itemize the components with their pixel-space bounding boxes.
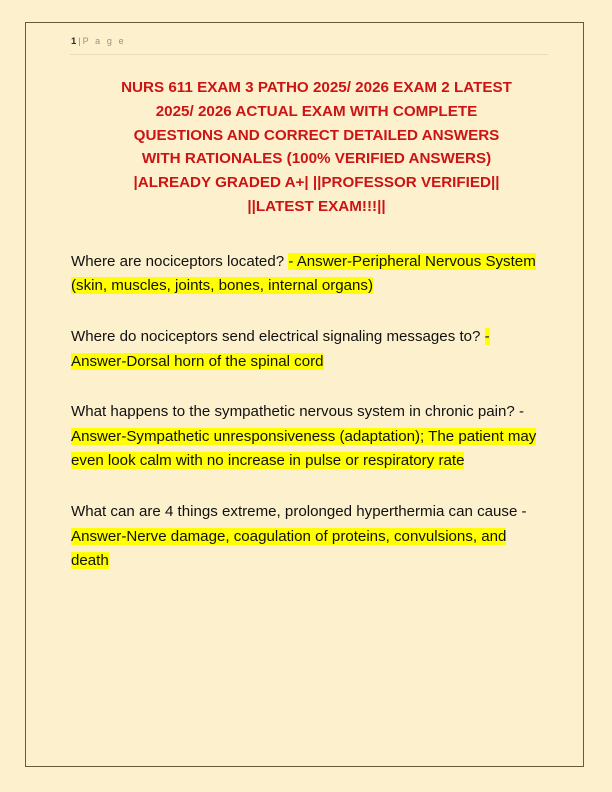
page-label: P a g e: [82, 36, 126, 46]
header-separator: |: [78, 36, 81, 46]
answer-text-highlighted: Answer-Nerve damage, coagulation of proteins, convulsions, and death: [71, 527, 507, 570]
qa-block: [71, 500, 541, 574]
qa-block: [71, 325, 541, 374]
title-line-3: QUESTIONS AND CORRECT DETAILED ANSWERS: [133, 126, 500, 144]
page-number: 1: [71, 36, 77, 47]
qa-block: [71, 400, 541, 474]
question-text: What can are 4 things extreme, prolonged hyperthermia can cause -: [71, 502, 527, 520]
title-line-6: ||LATEST EXAM!!!||: [247, 197, 386, 215]
title-line-2: 2025/ 2026 ACTUAL EXAM WITH COMPLETE: [155, 102, 478, 120]
title-line-1: NURS 611 EXAM 3 PATHO 2025/ 2026 EXAM 2 LATEST: [121, 79, 512, 96]
header-divider: [70, 54, 548, 55]
page-content: [70, 34, 565, 574]
title-line-4: WITH RATIONALES (100% VERIFIED ANSWERS): [141, 150, 492, 168]
question-text: Where are nociceptors located?: [71, 252, 289, 270]
qa-block: [71, 250, 541, 299]
qa-list: [70, 250, 565, 574]
question-text: Where do nociceptors send electrical signaling messages to?: [71, 327, 485, 345]
document-title: [70, 76, 565, 219]
question-text: What happens to the sympathetic nervous system in chronic pain? -: [71, 403, 525, 421]
document-page: [25, 22, 584, 767]
running-header: [70, 34, 565, 49]
answer-text-highlighted: Answer-Sympathetic unresponsiveness (adaptation); The patient may even look calm with no increase in pulse or respiratory rate: [71, 427, 537, 470]
title-line-5: |ALREADY GRADED A+| ||PROFESSOR VERIFIED||: [133, 174, 500, 192]
answer-text-highlighted: - Answer-Peripheral Nervous System (skin, muscles, joints, bones, internal organs): [71, 252, 536, 295]
answer-text-highlighted: - Answer-Dorsal horn of the spinal cord: [71, 327, 490, 370]
